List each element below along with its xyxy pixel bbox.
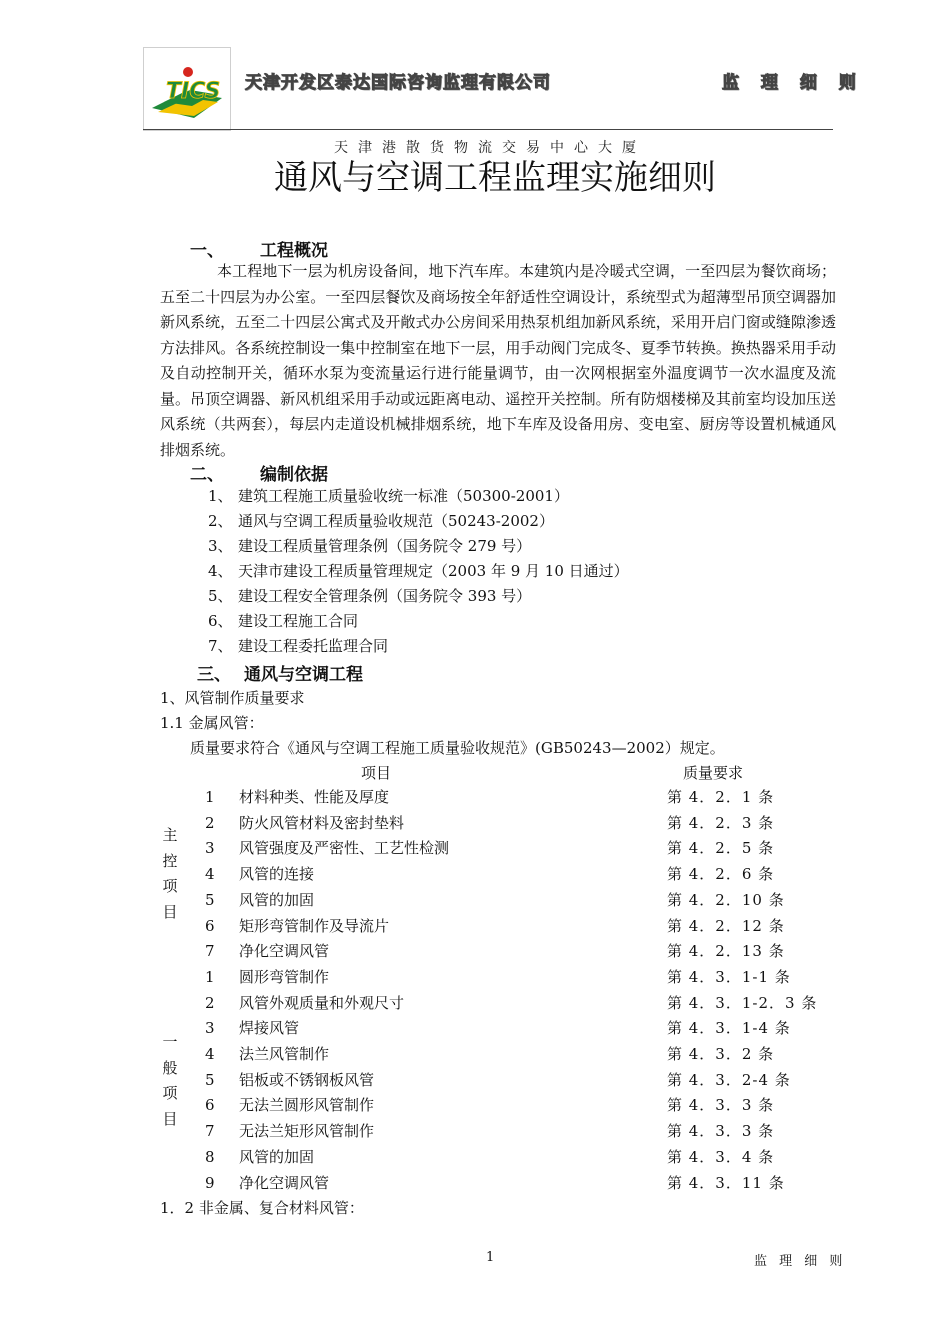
logo-text: TICS xyxy=(166,79,221,104)
table-row xyxy=(160,1093,850,1119)
section-number: 二、 xyxy=(190,465,224,485)
section-heading-basis xyxy=(190,460,328,485)
row-number: 1 xyxy=(205,967,215,986)
table-row xyxy=(160,1145,850,1171)
row-number: 6 xyxy=(205,1096,215,1115)
table-row xyxy=(160,888,850,914)
table-row xyxy=(160,991,850,1017)
section-title: 通风与空调工程 xyxy=(244,665,363,685)
row-number: 4 xyxy=(205,865,215,884)
company-logo xyxy=(143,47,231,131)
table-row xyxy=(160,1042,850,1068)
table-row xyxy=(160,965,850,991)
row-number: 7 xyxy=(205,942,215,961)
row-item: 无法兰圆形风管制作 xyxy=(239,1096,375,1115)
list-item: 4、 天津市建设工程质量管理规定（2003 年 9 月 10 日通过） xyxy=(208,562,629,580)
table-row xyxy=(160,1016,850,1042)
row-requirement: 第 4．3．11 条 xyxy=(667,1173,785,1192)
row-item: 风管的加固 xyxy=(239,890,315,909)
row-requirement: 第 4．3．1-4 条 xyxy=(667,1019,791,1038)
row-item: 净化空调风管 xyxy=(239,942,330,961)
section-title: 编制依据 xyxy=(260,465,328,485)
row-requirement: 第 4．2．13 条 xyxy=(667,942,785,961)
row-requirement: 第 4．2．12 条 xyxy=(667,916,785,935)
row-number: 2 xyxy=(205,993,215,1012)
quality-note: 质量要求符合《通风与空调工程施工质量验收规范》(GB50243—2002）规定。 xyxy=(190,739,725,757)
row-requirement: 第 4．3．1-1 条 xyxy=(667,967,791,986)
page-number: 1 xyxy=(486,1250,495,1265)
row-number: 2 xyxy=(205,813,215,832)
subheading-metal-duct: 1.1 金属风管： xyxy=(160,714,264,732)
row-requirement: 第 4．2．10 条 xyxy=(667,890,785,909)
row-requirement: 第 4．3．3 条 xyxy=(667,1122,775,1141)
table-row xyxy=(160,1068,850,1094)
row-requirement: 第 4．2．1 条 xyxy=(667,788,775,806)
section-heading-hvac xyxy=(197,660,363,685)
reference-list xyxy=(208,484,629,659)
table-row xyxy=(160,836,850,862)
column-header-item: 项目 xyxy=(361,764,392,782)
header-divider xyxy=(143,129,833,130)
row-requirement: 第 4．3．2-4 条 xyxy=(667,1070,791,1089)
footer-doc-type: 监 理 细 则 xyxy=(754,1254,847,1269)
row-number: 9 xyxy=(205,1173,215,1192)
table-row xyxy=(160,785,850,811)
row-item: 材料种类、性能及厚度 xyxy=(239,788,390,806)
row-number: 5 xyxy=(205,890,215,909)
row-number: 7 xyxy=(205,1122,215,1141)
row-number: 1 xyxy=(205,788,215,806)
row-number: 3 xyxy=(205,1019,215,1038)
row-item: 焊接风管 xyxy=(239,1019,300,1038)
row-item: 风管的加固 xyxy=(239,1147,315,1166)
row-requirement: 第 4．3．4 条 xyxy=(667,1147,775,1166)
subheading-nonmetal-duct: 1．2 非金属、复合材料风管： xyxy=(160,1199,364,1217)
row-item: 无法兰矩形风管制作 xyxy=(239,1122,375,1141)
row-item: 防火风管材料及密封垫料 xyxy=(239,813,405,832)
row-number: 8 xyxy=(205,1147,215,1166)
table-row xyxy=(160,811,850,837)
row-requirement: 第 4．2．5 条 xyxy=(667,839,775,858)
row-requirement: 第 4．2．3 条 xyxy=(667,813,775,832)
project-name: 天津港散货物流交易中心大厦 xyxy=(334,140,646,156)
section-title: 工程概况 xyxy=(260,241,328,261)
subheading-duct-quality: 1、风管制作质量要求 xyxy=(160,689,305,707)
table-row xyxy=(160,1171,850,1197)
row-number: 6 xyxy=(205,916,215,935)
table-row xyxy=(160,939,850,965)
row-item: 风管强度及严密性、工艺性检测 xyxy=(239,839,450,858)
company-name: 天津开发区泰达国际咨询监理有限公司 xyxy=(245,73,551,93)
list-item: 7、 建设工程委托监理合同 xyxy=(208,637,389,655)
row-item: 风管外观质量和外观尺寸 xyxy=(239,993,405,1012)
table-row xyxy=(160,914,850,940)
overview-paragraph: 本工程地下一层为机房设备间，地下汽车库。本建筑内是冷暖式空调，一至四层为餐饮商场；五至二十四层为办公室。一至四层餐饮及商场按全年舒适性空调设计，系统型式为超薄型吊顶空调器加新风系统，五至二十四层公寓式及开敞式办公房间采用热泵机组加新风系统，采用开启门窗或缝隙渗透方法排风。各系统控制设一集中控制室在地下一层，用手动阀门完成冬、夏季节转换。换热器采用手动及自动控制开关，循环水泵为变流量运行进行能量调节，由一次网根据室外温度调节一次水温度及流量。吊顶空调器、新风机组采用手动或远距离电动、遥控开关控制。所有防烟楼梯及其前室均设加压送风系统（共两套），每层内走道设机械排烟系统，地下车库及设备用房、变电室、厨房等设置机械通风排烟系统。 xyxy=(160,262,836,459)
list-item: 6、 建设工程施工合同 xyxy=(208,612,359,630)
row-item: 圆形弯管制作 xyxy=(239,967,330,986)
column-header-requirement: 质量要求 xyxy=(683,764,744,782)
table-row xyxy=(160,862,850,888)
table-row xyxy=(160,1119,850,1145)
row-requirement: 第 4．3．1-2．3 条 xyxy=(667,993,818,1012)
group-label-main: 主控项目 xyxy=(162,826,178,922)
row-requirement: 第 4．3．2 条 xyxy=(667,1045,775,1063)
document-title: 通风与空调工程监理实施细则 xyxy=(274,158,716,198)
row-item: 法兰风管制作 xyxy=(239,1045,330,1063)
row-item: 净化空调风管 xyxy=(239,1173,330,1192)
group-label-general: 一般项目 xyxy=(162,1033,178,1129)
doc-type-header: 监 理 细 则 xyxy=(722,73,864,93)
row-requirement: 第 4．3．3 条 xyxy=(667,1096,775,1115)
row-number: 4 xyxy=(205,1045,215,1063)
row-item: 风管的连接 xyxy=(239,865,315,884)
row-number: 5 xyxy=(205,1070,215,1089)
row-item: 矩形弯管制作及导流片 xyxy=(239,916,390,935)
list-item: 2、 通风与空调工程质量验收规范（50243-2002） xyxy=(208,512,554,530)
list-item: 5、 建设工程安全管理条例（国务院令 393 号） xyxy=(208,587,532,605)
logo-graphic xyxy=(144,48,230,130)
list-item: 3、 建设工程质量管理条例（国务院令 279 号） xyxy=(208,537,532,555)
section-number: 三、 xyxy=(197,665,231,685)
row-requirement: 第 4．2．6 条 xyxy=(667,865,775,884)
section-number: 一、 xyxy=(190,241,224,261)
row-number: 3 xyxy=(205,839,215,858)
list-item: 1、 建筑工程施工质量验收统一标准（50300-2001） xyxy=(208,487,569,505)
row-item: 铝板或不锈钢板风管 xyxy=(239,1070,375,1089)
section-heading-overview xyxy=(190,236,328,261)
